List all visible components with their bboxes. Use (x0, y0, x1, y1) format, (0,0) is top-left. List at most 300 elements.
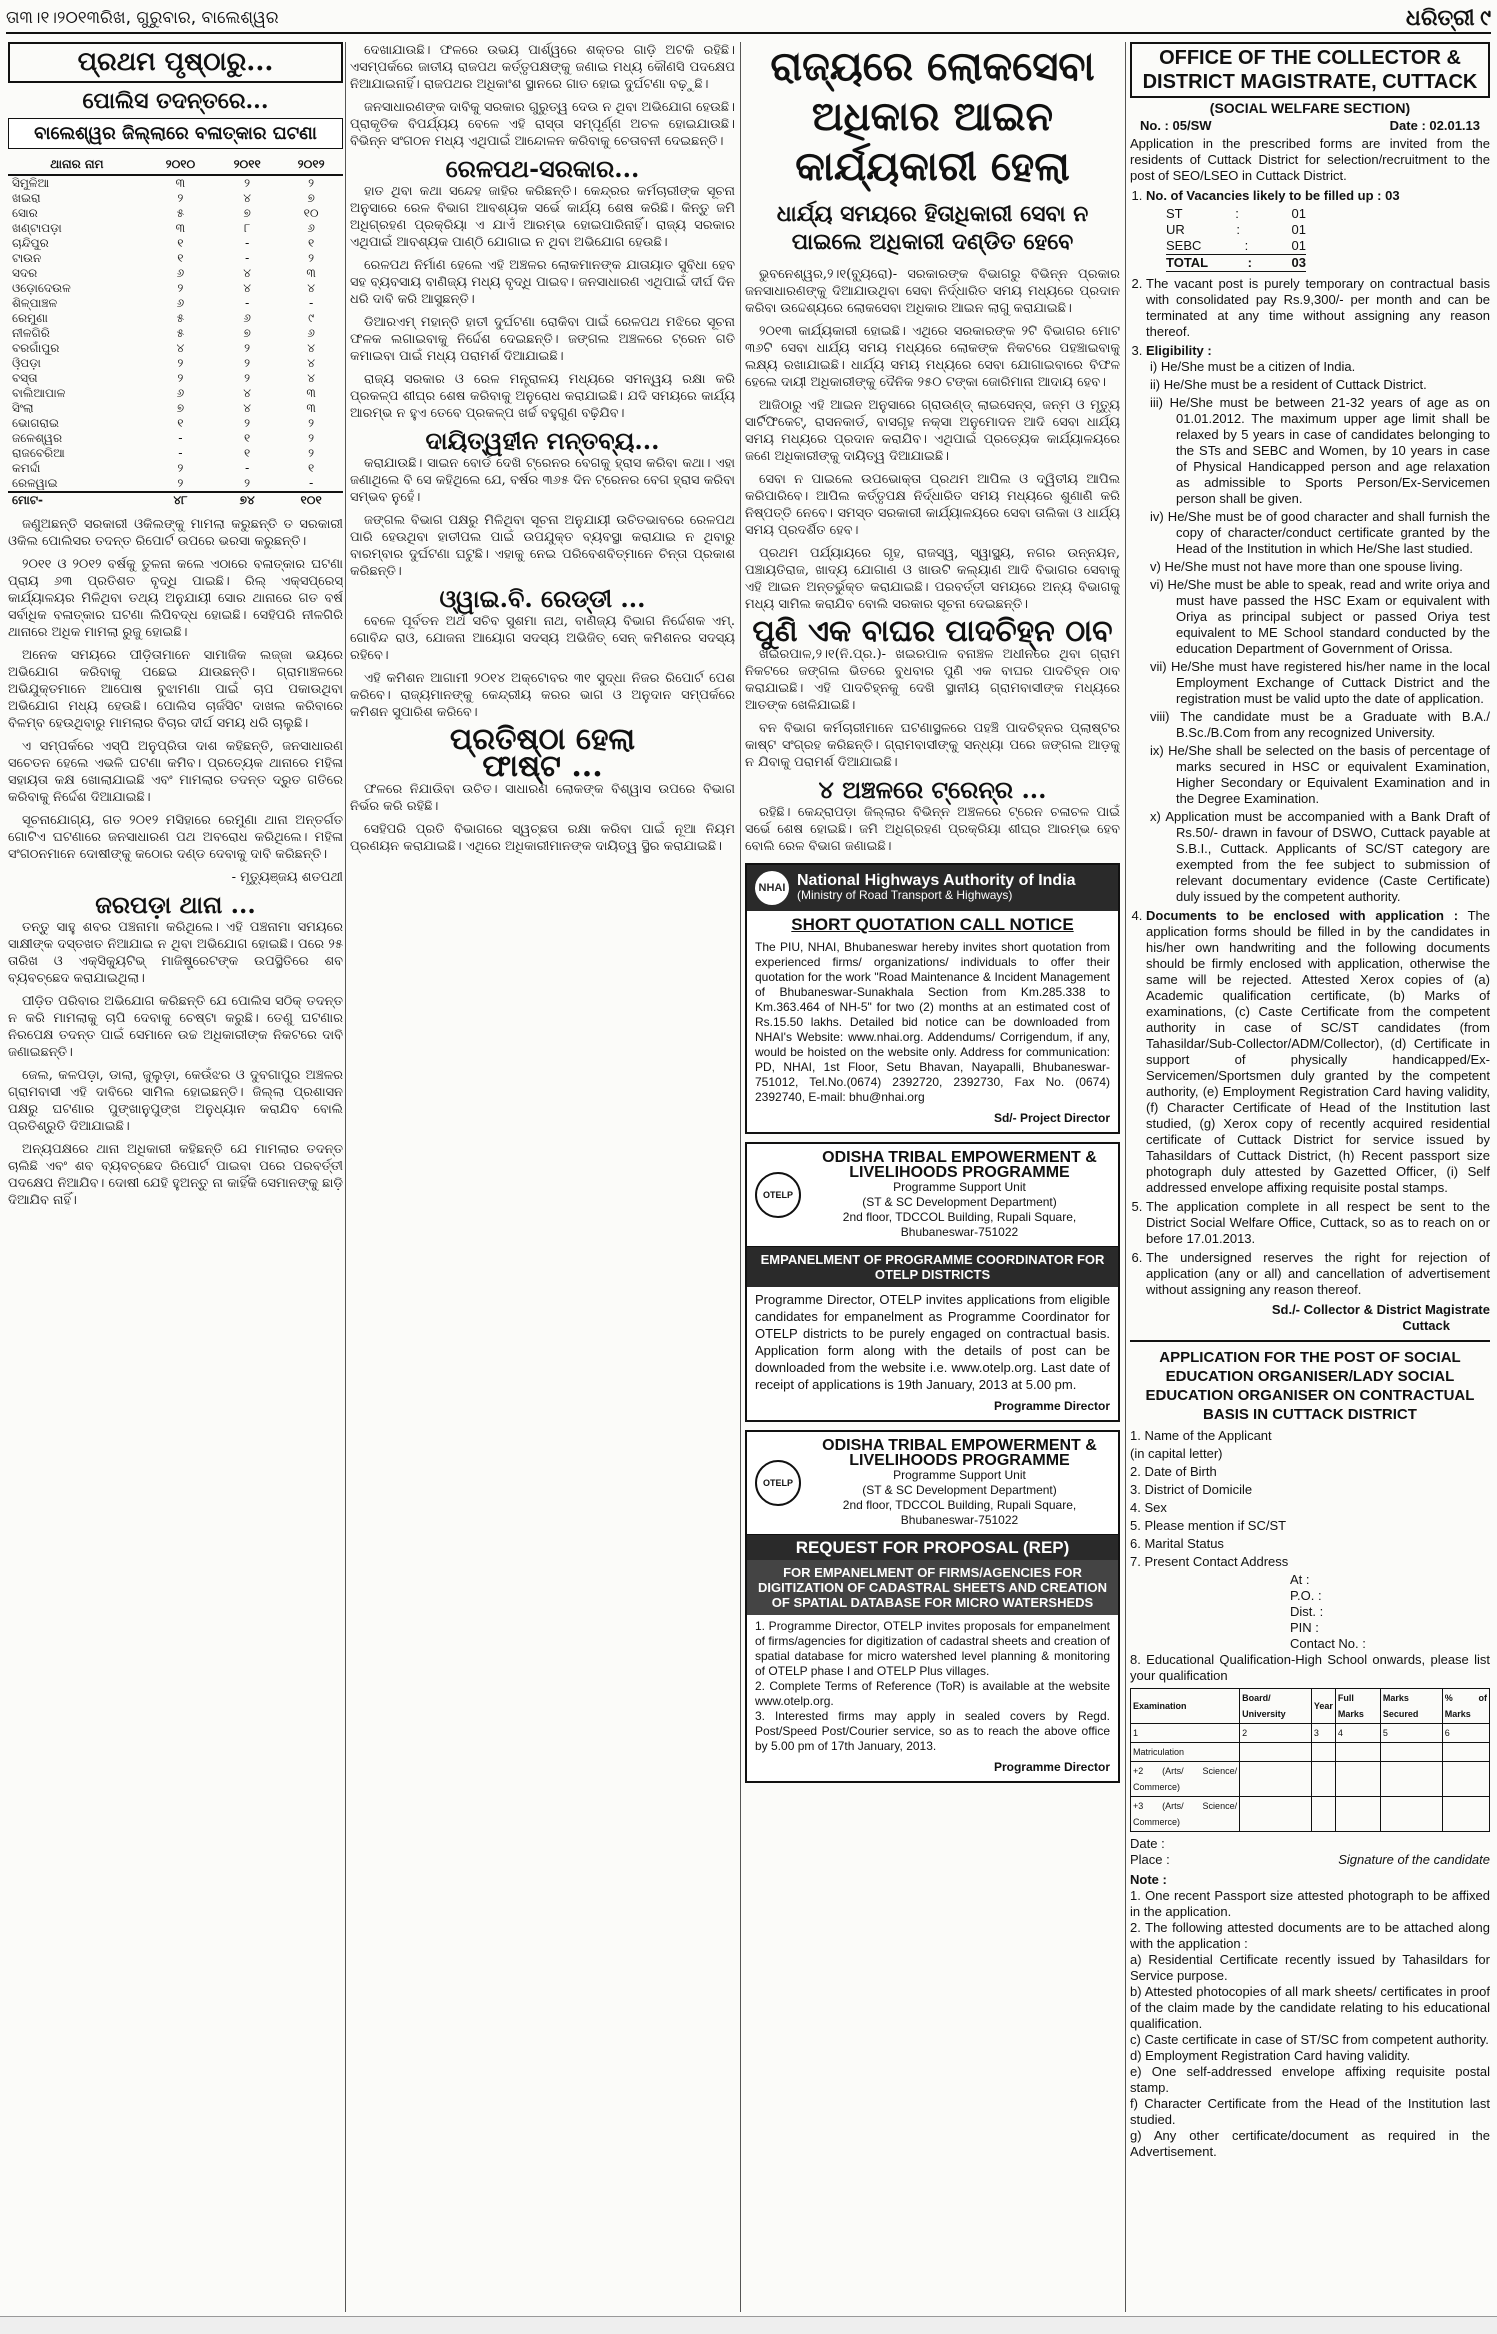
nhai-logo-icon: NHAI (755, 871, 789, 905)
otelp1-sub2: (ST & SC Development Department) (862, 1195, 1057, 1209)
table-cell: ୨ (244, 341, 251, 355)
table-cell: ୨ (244, 416, 251, 430)
jump-head-remark: ଦାୟିତ୍ୱହୀନ ମନ୍ତବ୍ୟ... (425, 426, 660, 455)
edu-num-cell: 6 (1442, 1724, 1489, 1743)
jump-head-fast-line1: ପ୍ରତିଷ୍ଠା ହେଲା (449, 722, 636, 757)
table-cell: ୭ (243, 206, 251, 220)
paragraph: ଦେଖାଯାଉଛି। ଫଳରେ ଉଭୟ ପାର୍ଶ୍ୱରେ ଶକ୍ତର ଗାଡ଼ି ଅଟକି ରହିଛି। ଏସମ୍ପର୍କରେ ଜାତୀୟ ରାଜପଥ କର୍ତ୍ତୃପକ୍ଷଙ୍କୁ ଜଣାଇ ମଧ୍ୟ କୌଣସି ପଦକ୍ଷେପ ନିଆଯାଇନାହିଁ। ରାଜପଥର ଅଧିକାଂଶ ସ୍ଥାନରେ ଗାତ ହୋଇ ଦୁର୍ଘଟଣା ବଢ଼ୁଛି। (350, 43, 735, 92)
table-cell: ୬ (307, 326, 315, 340)
table-row (8, 371, 343, 386)
table-cell: ୮ (244, 221, 251, 235)
vacancy-cell: 03 (1291, 255, 1306, 270)
table-cell: ୪ (243, 281, 251, 295)
table-row (8, 431, 343, 446)
paragraph: ଜଣୁଅଛନ୍ତି ସରକାରୀ ଓକିଲଙ୍କୁ ମାମଲା କରୁଛନ୍ତି ତ ସରକାରୀ ଓକିଲ ପୋଲିସର ତଦନ୍ତ ରିପୋର୍ଟ ଉପରେ ଭରସା କରୁଛନ୍ତି। (8, 517, 343, 549)
table-cell: ୭ (243, 326, 251, 340)
table-cell: ୪ (307, 341, 315, 355)
table-total-row (8, 492, 343, 508)
rfp-item: 1. Programme Director, OTELP invites proposals for empanelment of firms/agencies for digitization of cadastral sheets and creation of spatial database for micro watershed level planning & monitoring of OTELP phase I and OTELP Plus villages. (755, 1619, 1110, 1678)
table-header-cell: ୨୦୧୨ (279, 155, 343, 175)
vacancy-head: No. of Vacancies likely to be filled up : 03 (1146, 188, 1400, 203)
note-item: c) Caste certificate in case of ST/SC from competent authority. (1130, 2032, 1489, 2047)
table-cell: ରାଜବେରିଆ (12, 446, 65, 460)
table-cell: ୪ (243, 191, 251, 205)
edu-header-cell: Examination (1131, 1689, 1240, 1724)
note-item: 2. The following attested documents are to be attached along with the application : (1130, 1920, 1490, 1951)
table-cell: ଖଣ୍ଟାପଡ଼ା (12, 221, 62, 235)
form-field: 3. District of Domicile (1130, 1482, 1253, 1497)
table-cell: ୩ (175, 221, 186, 235)
table-cell: - (244, 251, 250, 265)
paragraph: ୨୦୧୩ କାର୍ଯ୍ୟକାରୀ ହୋଇଛି। ଏଥିରେ ସରକାରଙ୍କ ୨ଟି ବିଭାଗର ମୋଟ ୩୬ଟି ସେବା ଧାର୍ଯ୍ୟ ସମୟ ମଧ୍ୟରେ ଲୋକଙ୍କ ନିକଟରେ ପହଞ୍ଚାଇବାକୁ ଲକ୍ଷ୍ୟ ରଖାଯାଇଛି। ଧାର୍ଯ୍ୟ ସମୟ ମଧ୍ୟରେ ସେବା ଯୋଗାଇବାରେ ବିଫଳ ହେଲେ ଦାୟୀ ଅଧିକାରୀଙ୍କୁ ଦୈନିକ ୨୫୦ ଟଙ୍କା ଜୋରିମାନା ଆଦାୟ ହେବ। (745, 324, 1120, 390)
address-field: Dist. : (1290, 1604, 1324, 1619)
table-row (8, 281, 343, 296)
table-cell: ୫ (176, 326, 185, 340)
edu-row (1131, 1797, 1490, 1832)
paragraph: ପ୍ରଥମ ପର୍ଯ୍ୟାୟରେ ଗୃହ, ରାଜସ୍ୱ, ସ୍ୱାସ୍ଥ୍ୟ, ନଗର ଉନ୍ନୟନ, ପଞ୍ଚାୟତିରାଜ, ଖାଦ୍ୟ ଯୋଗାଣ ଓ ଖାଉଟି କଲ୍ୟାଣ ଆଦି ବିଭାଗର ସେବାକୁ ଏହି ଆଇନ ଅନ୍ତର୍ଭୁକ୍ତ କରାଯାଇଛି। ପରବର୍ତ୍ତୀ ସମୟରେ ଅନ୍ୟ ବିଭାଗକୁ ମଧ୍ୟ ସାମିଲ କରାଯିବ ବୋଲି ସରକାର ସୂଚନା ଦେଇଛନ୍ତି। (745, 546, 1120, 612)
column-1 (8, 42, 343, 2312)
table-cell: ୪୮ (146, 492, 215, 508)
lead-deck: ଧାର୍ଯ୍ୟ ସମୟରେ ହିତାଧିକାରୀ ସେବା ନ ପାଇଲେ ଅଧିକାରୀ ଦଣ୍ଡିତ ହେବେ (776, 201, 1089, 255)
address-field: PIN : (1290, 1620, 1319, 1635)
table-row (8, 206, 343, 221)
table-cell: ୩ (306, 266, 316, 280)
eligibility-item: i) He/She must be a citizen of India. (1150, 359, 1356, 374)
otelp-notice-2 (745, 1430, 1120, 1783)
paragraph: ସୂଚନାଯୋଗ୍ୟ, ଗତ ୨୦୧୨ ମସିହାରେ ରେମୁଣା ଥାନା ଅନ୍ତର୍ଗତ ଗୋଟିଏ ଘଟଣାରେ ଜନସାଧାରଣ ପଥ ଅବରୋଧ କରିଥିଲେ। ମହିଳା ସଂଗଠନମାନେ ଦୋଷୀଙ୍କୁ କଠୋର ଦଣ୍ଡ ଦେବାକୁ ଦାବି କରିଛନ୍ତି। (8, 813, 343, 862)
paragraph: ରେଳପଥ ନିର୍ମାଣ ହେଲେ ଏହି ଅଞ୍ଚଳର ଲୋକମାନଙ୍କ ଯାତାୟାତ ସୁବିଧା ହେବ ସହ ବ୍ୟବସାୟ ବାଣିଜ୍ୟ ମଧ୍ୟ ବୃଦ୍ଧି ପାଇବ। ଜନସାଧାରଣ ଏଥିପାଇଁ ଦୀର୍ଘ ଦିନ ଧରି ଦାବି କରି ଆସୁଛନ୍ତି। (350, 258, 735, 307)
story-body (350, 781, 735, 855)
edu-num-cell: 4 (1335, 1724, 1380, 1743)
table-cell: ୧ (308, 236, 315, 250)
table-cell: ସିଂଲା (12, 401, 34, 415)
otelp2-title: ODISHA TRIBAL EMPOWERMENT & LIVELIHOODS PROGRAMME (822, 1437, 1097, 1469)
otelp1-body: Programme Director, OTELP invites applications from eligible candidates for empanelment as Programme Coordinator for OTELP districts to be purely engaged on contractual basis. Application form along with the details of post can be downloaded from the website i.e. www.otelp.org. Last date of receipt of applications is 19th January, 2013 at 5.00 pm. (755, 1292, 1110, 1392)
table-row (8, 326, 343, 341)
table-row (8, 461, 343, 476)
table-cell: - (308, 296, 314, 310)
edu-header-cell: % of Marks (1442, 1689, 1489, 1724)
signature-label: Signature of the candidate (1338, 1852, 1490, 1867)
edu-num-cell: 5 (1380, 1724, 1442, 1743)
note-item: d) Employment Registration Card having validity. (1130, 2048, 1411, 2063)
story-jump-head: ପୋଲିସ ତଦନ୍ତରେ... (82, 88, 269, 114)
vacancy-cell: ST (1166, 206, 1183, 221)
table-cell: ୨ (177, 461, 184, 475)
table-row (8, 446, 343, 461)
table-row (8, 236, 343, 251)
story-body (350, 42, 735, 150)
table-cell: ୨ (177, 476, 184, 490)
table-cell: - (178, 446, 183, 460)
eligibility-item: ii) He/She must be a resident of Cuttack District. (1150, 377, 1427, 392)
otelp2-band1: REQUEST FOR PROPOSAL (REP) (747, 1535, 1118, 1560)
vacancy-list (1166, 206, 1490, 272)
vacancy-cell: 01 (1291, 206, 1306, 221)
table-cell: ଟାଉନ (12, 251, 42, 265)
item-rights: 6. The undersigned reserves the right for rejection of application (any or all) and cancellation of advertisement without assigning any reason thereof. (1146, 1250, 1490, 1298)
column-rule (345, 42, 346, 2312)
form-field: 4. Sex (1130, 1500, 1167, 1515)
table-cell: ଓ଼ିପଡ଼ା (12, 356, 41, 370)
eligibility-item: viii) The candidate must be a Graduate with B.A./ B.Sc./B.Com from any recognized University. (1150, 709, 1490, 740)
edu-row (1131, 1743, 1490, 1762)
table-cell: କମର୍ଦ୍ଦା (12, 461, 41, 475)
tiger-headline: ପୁଣି ଏକ ବାଘର ପାଦଚିହ୍ନ ଠାବ (752, 614, 1113, 649)
paragraph: ବନ ବିଭାଗ କର୍ମଚାରୀମାନେ ଘଟଣାସ୍ଥଳରେ ପହଞ୍ଚି ପାଦଚିହ୍ନର ପ୍ଲାଷ୍ଟର କାଷ୍ଟ ସଂଗ୍ରହ କରିଛନ୍ତି। ଗ୍ରାମବାସୀଙ୍କୁ ସନ୍ଧ୍ୟା ପରେ ଜଙ୍ଗଲ ଆଡ଼କୁ ନ ଯିବାକୁ ପରାମର୍ଶ ଦିଆଯାଇଛି। (745, 721, 1120, 770)
table-row (8, 416, 343, 431)
column-rule (740, 42, 741, 2312)
table-cell: ଚାନ୍ଦିପୁର (12, 236, 49, 250)
edu-empty-cell (1442, 1797, 1489, 1832)
eligibility-item: iii) He/She must be between 21-32 years of age as on 01.01.2012. The maximum upper age limit shall be relaxed by 5 years in case of candidates belonging to the STs and SEBC and Women, by 10 years in case of Physical Handicapped person and age relaxation as admissible to Sports Person/Ex-Servicemen person shall be given. (1150, 395, 1490, 506)
paragraph: ଡିଆରଏମ୍ ମହାନ୍ତି ହାତୀ ଦୁର୍ଘଟଣା ରୋକିବା ପାଇଁ ରେଳପଥ ମଝିରେ ସୂଚନା ଫଳକ ଲଗାଇବାକୁ ନିର୍ଦ୍ଦେଶ ଦେଇଛନ୍ତି। ଜଙ୍ଗଲ ଅଞ୍ଚଳରେ ଟ୍ରେନ ଗତି କମାଇବା ପାଇଁ ମଧ୍ୟ ପରାମର୍ଶ ଦିଆଯାଇଛି। (350, 315, 735, 364)
paragraph: ପୀଡ଼ିତ ପରିବାର ଅଭିଯୋଗ କରିଛନ୍ତି ଯେ ପୋଲିସ ସଠିକ୍ ତଦନ୍ତ ନ କରି ମାମଲାକୁ ଚାପି ଦେବାକୁ ଚେଷ୍ଟା କରୁଛି। ତେଣୁ ଘଟଣାର ନିରପେକ୍ଷ ତଦନ୍ତ ପାଇଁ ସେମାନେ ଉଚ୍ଚ ଅଧିକାରୀଙ୍କ ନିକଟରେ ଦାବି ଜଣାଇଛନ୍ତି। (8, 994, 343, 1060)
table-row (8, 175, 343, 191)
table-cell: ୬ (176, 266, 185, 280)
table-cell: - (244, 296, 250, 310)
column-3 (745, 42, 1120, 2312)
paragraph: ଖଇରପାଳ,୨।୧(ନି.ପ୍ର.)- ଖଇରପାଳ ବନାଞ୍ଚଳ ଅଧୀନରେ ଥିବା ଗ୍ରାମ ନିକଟରେ ଜଙ୍ଗଲ ଭିତରେ ବୁଧବାର ପୁଣି ଏକ ବାଘର ପାଦଚିହ୍ନ ଠାବ କରାଯାଇଛି। ଏହି ପାଦଚିହ୍ନକୁ ଦେଖି ସ୍ଥାନୀୟ ଗ୍ରାମବାସୀଙ୍କ ମଧ୍ୟରେ ଆତଙ୍କ ଖେଳିଯାଇଛି। (745, 647, 1120, 713)
paragraph: କରାଯାଉଛି। ସାଇନ ବୋର୍ଡ ଦେଖି ଟ୍ରେନର ବେଗକୁ ହ୍ରାସ କରିବା କଥା। ଏହା ଜଣାଥିଲେ ବି ସେ କହିଥିଲେ ଯେ, ବର୍ଷର ୩୬୫ ଦିନ ଟ୍ରେନର ବେଗ ହ୍ରାସ କରିବା ସମ୍ଭବ ନୁହେଁ। (350, 456, 735, 505)
vacancy-cell: SEBC (1166, 238, 1202, 253)
edu-empty-cell (1442, 1743, 1489, 1762)
edu-row (1131, 1762, 1490, 1797)
table-cell: ମୋଟ- (8, 492, 146, 508)
edu-empty-cell (1380, 1797, 1442, 1832)
note-item: b) Attested photocopies of all mark sheets/ certificates in proof of the claim made by the candidate relating to his educational qualification. (1130, 1984, 1490, 2031)
vacancy-cell: UR (1166, 222, 1185, 237)
edu-empty-cell (1380, 1743, 1442, 1762)
edu-exam-cell: +2 (Arts/ Science/ Commerce) (1131, 1762, 1240, 1797)
paragraph: ଅନେକ ସମୟରେ ପୀଡ଼ିତାମାନେ ସାମାଜିକ ଲଜ୍ଜା ଭୟରେ ଅଭିଯୋଗ କରିବାକୁ ପଛେଇ ଯାଉଛନ୍ତି। ଗ୍ରାମାଞ୍ଚଳରେ ଅଭିଯୁକ୍ତମାନେ ଆପୋଷ ବୁଝାମଣା ପାଇଁ ଚାପ ପକାଉଥିବା ଅଭିଯୋଗ ମଧ୍ୟ ହେଉଛି। ପୋଲିସ ଚାର୍ଜସିଟ ଦାଖଲ କରିବାରେ ବିଳମ୍ବ ହେଉଥିବାରୁ ମାମଲାର ବିଚାର ଦୀର୍ଘ ସମୟ ଧରି ଚାଲୁଛି। (8, 648, 343, 731)
table-row (8, 386, 343, 401)
jump-head-fast-line2: ଫାଷ୍ଟ ... (482, 749, 603, 784)
rfp-item: 2. Complete Terms of Reference (ToR) is available at the website www.otelp.org. (755, 1679, 1110, 1708)
table-cell: ୭ (176, 401, 185, 415)
table-cell: ୩ (306, 386, 316, 400)
train-headline: ୪ ଅଞ୍ଚଳରେ ଟ୍ରେନ୍‌ର ... (818, 775, 1047, 804)
edu-header-cell: Board/ University (1240, 1689, 1312, 1724)
table-cell: ୩ (306, 401, 316, 415)
otelp2-band2: FOR EMPANELMENT OF FIRMS/AGENCIES FOR DIGITIZATION OF CADASTRAL SHEETS AND CREATION OF SPATIAL DATABASE FOR MICRO WATERSHEDS (747, 1560, 1118, 1615)
otelp2-sub3: 2nd floor, TDCCOL Building, Rupali Square, Bhubaneswar-751022 (842, 1498, 1077, 1527)
table-cell: ଶିଳ୍ପାଞ୍ଚଳ (12, 296, 58, 310)
story-body (350, 613, 735, 721)
table-cell: ୨ (177, 191, 184, 205)
table-row (8, 221, 343, 236)
edu-empty-cell (1335, 1743, 1380, 1762)
eligibility-item: iv) He/She must be of good character and shall furnish the copy of character/conduct certificate granted by the Head of the Institution in which He/She last studied. (1150, 509, 1490, 556)
byline: - ମୃତ୍ୟୁଞ୍ଜୟ ଶତପଥୀ (231, 870, 343, 885)
table-row (8, 251, 343, 266)
vacancy-cell: : (1247, 255, 1252, 270)
table-cell: ୬ (176, 386, 185, 400)
vacancy-total (1166, 254, 1306, 272)
item-deadline: 5. The application complete in all respect be sent to the District Social Welfare Office, Cuttack, so as to reach on or before 17.01.2013. (1146, 1199, 1490, 1247)
section-title: (SOCIAL WELFARE SECTION) (1209, 100, 1411, 116)
nhai-banner (747, 865, 1118, 911)
paragraph: ଭୁବନେଶ୍ୱର,୨।୧(ବ୍ୟୁରୋ)- ସରକାରଙ୍କ ବିଭାଗରୁ ବିଭିନ୍ନ ପ୍ରକାର ଜନସାଧାରଣଙ୍କୁ ଦିଆଯାଉଥିବା ସେବା ନିର୍ଦ୍ଧାରିତ ସମୟ ମଧ୍ୟରେ ପ୍ରଦାନ କରିବା ଉଦ୍ଦେଶ୍ୟରେ ଲୋକସେବା ଅଧିକାର ଆଇନ ଲାଗୁ କରାଯାଇଛି। (745, 267, 1120, 316)
documents-text: The application forms should be filled in by the candidates in his/her own handwriting and the following documents should be firmly enclosed with application, otherwise the same will be rejected. Attested Xerox copies of (a) Academic qualification certificate, (b) Marks of examinations, (c) Caste Certificate from the competent authority in case of SC/ST candidates (from Tahasildar/Sub-Collector/ADM/Collector), (d) Certificate in support of physically handicapped/Ex-Servicemen/Sportsmen duly granted by the competent authority, (e) Employment Registration Card having validity, (f) Character Certificate of Head of the Institution last studied, (g) Xerox copy of recently acquired residential certificate of Cuttack District for service issued by Tahasildars of Cuttack District, (h) Recent passport size photograph duly attested by Gazetted Officer, (i) Self addressed envelope affixing requisite postal stamps. (1146, 908, 1490, 1195)
note-item: g) Any other certificate/document as required in the Advertisement. (1130, 2128, 1490, 2159)
table-cell: ୨ (244, 176, 251, 190)
table-cell: ନୀଳଗିରି (12, 326, 50, 340)
eligibility-list (1150, 359, 1490, 905)
table-cell: ରେଳୱାଇ (12, 476, 58, 490)
eligibility-head: Eligibility : (1146, 343, 1212, 358)
page-footer-bar (0, 2316, 1497, 2334)
address-fields (1290, 1572, 1490, 1652)
story-body (745, 646, 1120, 771)
date-field: Date : (1130, 1836, 1165, 1851)
page-header (6, 4, 1491, 34)
lead-headline: ରାଜ୍ୟରେ ଲୋକସେବା ଅଧିକାର ଆଇନ କାର୍ଯ୍ୟକାରୀ ହେଲା (770, 43, 1095, 190)
edu-empty-cell (1442, 1762, 1489, 1797)
collector-sign: Sd./- Collector & District Magistrate (1271, 1302, 1490, 1317)
collector-place: Cuttack (1402, 1318, 1450, 1333)
vacancy-row (1166, 206, 1306, 222)
otelp2-sign: Programme Director (993, 1760, 1110, 1774)
eligibility-item: vi) He/She must be able to speak, read and write oriya and must have passed the HSC Exam or equivalent with Oriya as principal subject or passed Oriya test equivalent to ME School standard conducted by the education Department of Government of Orissa. (1150, 577, 1490, 656)
table-row (8, 266, 343, 281)
otelp2-sub2: (ST & SC Development Department) (862, 1483, 1057, 1497)
story-body (745, 266, 1120, 613)
jump-head-jarpada: ଜରପଡ଼ା ଥାନା ... (95, 890, 256, 919)
paragraph: ଜଙ୍ଗଲ ବିଭାଗ ପକ୍ଷରୁ ମିଳିଥିବା ସୂଚନା ଅନୁଯାୟୀ ଉଚିତଭାବରେ ରେଳପଥ ପାରି ହେଉଥିବା ହାତୀପଲ ପାଇଁ ଉପଯୁକ୍ତ ବ୍ୟବସ୍ଥା କରାଯାଇ ନ ଥିବାରୁ ବାରମ୍ବାର ଦୁର୍ଘଟଣା ଘଟୁଛି। ଏହାକୁ ନେଇ ପରିବେଶବିତ୍‌ମାନେ ଚିନ୍ତା ପ୍ରକାଶ କରିଛନ୍ତି। (350, 513, 735, 579)
nhai-body: The PIU, NHAI, Bhubaneswar hereby invites short quotation from experienced firms/ organizations/ individuals to offer their quotation for the work "Road Maintenance & Incident Management of Bhubaneswar-Sunakhala Section from Km.285.338 to Km.363.464 of NH-5" for two (2) months at an estimated cost of Rs.15.50 lakhs. Detailed bid notice can be downloaded from NHAI's Website: www.nhai.org. Addendums/ Corrigendum, if any, would be hoisted on the website only. Address for communication: PD, NHAI, 1st Floor, Setu Bhavan, Nayapalli, Bhubaneswar-751012, Tel.No.(0674) 2392720, 2392730, Fax No. (0674) 2392740, E-mail: bhu@nhai.org (755, 940, 1110, 1104)
table-cell: ୪ (243, 266, 251, 280)
table-header-cell: ୨୦୧୦ (146, 155, 215, 175)
edu-num-cell: 1 (1131, 1724, 1240, 1743)
story-body (350, 183, 735, 422)
story-body (8, 919, 343, 1209)
nhai-sign: Sd/- Project Director (993, 1111, 1110, 1125)
edu-empty-cell (1311, 1743, 1335, 1762)
table-cell: ୨ (244, 476, 251, 490)
edu-empty-cell (1240, 1743, 1312, 1762)
otelp-emblem-icon: OTELP (755, 1460, 801, 1506)
note-head: Note : (1130, 1872, 1167, 1887)
eligibility-item: ix) He/She shall be selected on the basis of percentage of marks secured in HSC or equivalent Examination, Higher Secondary or Equivalent Examination and in the Degree Examination. (1150, 743, 1490, 806)
paragraph: ସେହିପରି ପ୍ରତି ବିଭାଗରେ ସ୍ୱଚ୍ଛତା ରକ୍ଷା କରିବା ପାଇଁ ନୂଆ ନିୟମ ପ୍ରଣୟନ କରାଯାଇଛି। ଏଥିରେ ଅଧିକାରୀମାନଙ୍କ ଦାୟିତ୍ୱ ସ୍ଥିର କରାଯାଇଛି। (350, 822, 735, 854)
table-cell: ବରଗାଁପୁର (12, 341, 60, 355)
dateline: ତା୩।୧।୨୦୧୩ରିଖ, ଗୁରୁବାର, ବାଲେଶ୍ୱର (6, 8, 279, 28)
table-row (8, 401, 343, 416)
nhai-title: SHORT QUOTATION CALL NOTICE (791, 915, 1074, 934)
paragraph: ହାତ ଥିବା କଥା ସନ୍ଦେହ ଜାହିର କରିଛନ୍ତି। କେନ୍ଦ୍ରର କର୍ମଚାରୀଙ୍କ ସୂଚନା ଅନୁସାରେ ରେଳ ବିଭାଗ ଆବଶ୍ୟକ ସର୍ଭେ କାର୍ଯ୍ୟ ଶେଷ କରିଛି। କିନ୍ତୁ ଜମି ଅଧିଗ୍ରହଣ ପ୍ରକ୍ରିୟା ଏ ଯାଏଁ ଆରମ୍ଭ ହୋଇପାରିନାହିଁ। ରାଜ୍ୟ ସରକାର ଏଥିପାଇଁ ଆବଶ୍ୟକ ପାଣ୍ଠି ଯୋଗାଇ ନ ଥିବା ଅଭିଯୋଗ ହେଉଛି। (350, 184, 735, 250)
vacancy-cell: TOTAL (1166, 255, 1209, 270)
application-form-title: APPLICATION FOR THE POST OF SOCIAL EDUCATION ORGANISER/LADY SOCIAL EDUCATION ORGANISER ON CONTRACTUAL BASIS IN CUTTACK DISTRICT (1130, 1340, 1490, 1424)
edu-empty-cell (1335, 1762, 1380, 1797)
vacancy-cell: 01 (1291, 238, 1306, 253)
otelp1-title: ODISHA TRIBAL EMPOWERMENT & LIVELIHOODS PROGRAMME (822, 1149, 1097, 1181)
table-cell: ବାଲିଆପାଳ (12, 386, 66, 400)
form-field: 7. Present Contact Address (1130, 1554, 1289, 1569)
form-field: (in capital letter) (1130, 1446, 1223, 1461)
table-cell: ୪ (307, 356, 315, 370)
jump-head-railway: ରେଳପଥ-ସରକାର... (445, 154, 640, 183)
otelp2-body (747, 1615, 1118, 1758)
edu-empty-cell (1311, 1797, 1335, 1832)
table-cell: ୧୦୧ (279, 492, 343, 508)
table-header-cell: ଥାନାର ନାମ (8, 155, 146, 175)
jump-head-reddy: ଓ୍ୱାଇ.ବି. ରେଡ୍ଡୀ ... (439, 584, 646, 613)
column-2 (350, 42, 735, 2312)
otelp-emblem-icon: OTELP (755, 1172, 801, 1218)
paragraph: ଆଜିଠାରୁ ଏହି ଆଇନ ଅନୁସାରେ ଗ୍ରାଉଣ୍ଡ୍ ଲାଇସେନ୍ସ, ଜନ୍ମ ଓ ମୃତ୍ୟୁ ସାର୍ଟିଫିକେଟ୍, ରାସନକାର୍ଡ, ବାସଗୃହ ନକ୍ସା ଅନୁମୋଦନ ଆଦି ସେବା ଧାର୍ଯ୍ୟ ସମୟ ମଧ୍ୟରେ ପ୍ରଦାନ କରାଯିବ। ଏଥିପାଇଁ ପ୍ରତ୍ୟେକ କାର୍ଯ୍ୟାଳୟରେ ଜଣେ ଅଧିକାରୀଙ୍କୁ ଦାୟିତ୍ୱ ଦିଆଯାଇଛି। (745, 398, 1120, 464)
otelp1-sub1: Programme Support Unit (893, 1180, 1026, 1194)
table-cell: ସଦର (12, 266, 38, 280)
vacancy-cell: : (1244, 238, 1249, 253)
edu-header-cell: Marks Secured (1380, 1689, 1442, 1724)
story-body (350, 455, 735, 580)
notice-intro: Application in the prescribed forms are invited from the residents of Cuttack District for selection/recruitment to the post of SEO/LSEO in Cuttack District. (1130, 136, 1490, 183)
paragraph: ଜେଲ, କଳପଡ଼ା, ଡାଲା, ଜୁଲୁଡ଼ା, କେଉଁଝର ଓ ଦୁବଗାପୁର ଅଞ୍ଚଳର ଗ୍ରାମବାସୀ ଏହି ଦାବିରେ ସାମିଲ ହୋଇଛନ୍ତି। ଜିଲ୍ଲା ପ୍ରଶାସନ ପକ୍ଷରୁ ଘଟଣାର ପୁଙ୍ଖାନୁପୁଙ୍ଖ ଅନୁଧ୍ୟାନ କରାଯିବ ବୋଲି ପ୍ରତିଶ୍ରୁତି ଦିଆଯାଇଛି। (8, 1068, 343, 1134)
vacancy-cell: : (1236, 222, 1240, 237)
edu-header-cell: Year (1311, 1689, 1335, 1724)
note-list (1130, 1888, 1490, 2160)
vacancy-cell: 01 (1291, 222, 1306, 237)
nhai-org: National Highways Authority of India (797, 872, 1076, 889)
table-cell: ୬ (307, 221, 315, 235)
table-cell: - (308, 476, 314, 490)
note-item: a) Residential Certificate recently issued by Tahasildars for Service purpose. (1130, 1952, 1490, 1983)
table-cell: ୧ (177, 416, 184, 430)
table-cell: ଭୋଗରାଇ (12, 416, 59, 430)
table-row (8, 191, 343, 206)
table-cell: ୨ (308, 446, 315, 460)
address-field: At : (1290, 1572, 1310, 1587)
vacancy-row (1166, 238, 1306, 254)
crime-table (8, 155, 343, 508)
masthead-brand: ଧରିତ୍ରୀ (1405, 5, 1475, 31)
edu-exam-cell: +3 (Arts/ Science/ Commerce) (1131, 1797, 1240, 1832)
eligibility-item: x) Application must be accompanied with a Bank Draft of Rs.50/- drawn in favour of DSWO, Cuttack payable at S.B.I., Cuttack. Applicants of SC/ST category are exempted from the fee subject to submission of relevant documentary evidence (Caste Certificate) duly issued by the competent authority. (1150, 809, 1490, 904)
nhai-org-sub: (Ministry of Road Transport & Highways) (797, 888, 1013, 902)
paragraph: ୨୦୧୧ ଓ ୨୦୧୨ ବର୍ଷକୁ ତୁଳନା କଲେ ଏଠାରେ ବଳାତ୍କାର ଘଟଣା ପ୍ରାୟ ୬୩ ପ୍ରତିଶତ ବୃଦ୍ଧି ପାଇଛି। ରିଲ୍ ଏକ୍ସପ୍ରେସ୍ କାର୍ଯ୍ୟାଳୟର ମିଳିଥିବା ତଥ୍ୟ ଅନୁଯାୟୀ ସୋର ଥାନାରେ ଗତ ବର୍ଷ ସର୍ବାଧିକ ବଳାତ୍କାର ଘଟଣା ଲିପିବଦ୍ଧ ହୋଇଛି। ସେହିପରି ନୀଳଗିରି ଥାନାରେ ଅଧିକ ମାମଲା ରୁଜୁ ହୋଇଛି। (8, 557, 343, 640)
table-cell: ୪ (176, 341, 185, 355)
eligibility-item: v) He/She must not have more than one spouse living. (1150, 559, 1463, 574)
ref-number: No. : 05/SW (1140, 118, 1212, 133)
office-title: OFFICE OF THE COLLECTOR & DISTRICT MAGISTRATE, CUTTACK (1130, 42, 1490, 98)
edu-num-cell: 2 (1240, 1724, 1312, 1743)
edu-num-cell: 3 (1311, 1724, 1335, 1743)
table-cell: ୧ (308, 461, 315, 475)
note-item: f) Character Certificate from the Head of the Institution last studied. (1130, 2096, 1490, 2127)
table-cell: ସୋର (12, 206, 38, 220)
paragraph: ବେଳେ ପୂର୍ବତନ ଅର୍ଥ ସଚିବ ସୁଶମା ନାଥ, ବାଣିଜ୍ୟ ବିଭାଗ ନିର୍ଦ୍ଦେଶକ ଏମ୍. ଗୋବିନ୍ଦ ରାଓ, ଯୋଜନା ଆୟୋଗ ସଦସ୍ୟ ଅଭିଜିତ୍ ସେନ୍ କମିଶନର ସଦସ୍ୟ ରହିବେ। (350, 614, 735, 663)
column-4-collector-notice (1130, 42, 1490, 2312)
form-field: 6. Marital Status (1130, 1536, 1224, 1551)
table-cell: ୬ (176, 296, 185, 310)
table-cell: ୨ (177, 371, 184, 385)
table-cell: ରେମୁଣା (12, 311, 48, 325)
form-field: 2. Date of Birth (1130, 1464, 1217, 1479)
table-cell: ବସ୍ତା (12, 371, 38, 385)
table-cell: ୨ (244, 356, 251, 370)
education-head: 8. Educational Qualification-High School onwards, please list your qualification (1130, 1652, 1490, 1683)
table-cell: ୪ (307, 281, 315, 295)
otelp1-sign: Programme Director (993, 1399, 1110, 1413)
documents-head: Documents to be enclosed with application : (1146, 908, 1459, 923)
table-cell: ୫ (176, 206, 185, 220)
table-cell: - (178, 431, 183, 445)
application-form-fields (1130, 1428, 1490, 1570)
rfp-item: 3. Interested firms may apply in sealed covers by Regd. Post/Speed Post/Courier service, so as to reach the above office by 5.00 pm of 17th January, 2013. (755, 1709, 1110, 1753)
table-cell: ୨ (308, 251, 315, 265)
form-field: 5. Please mention if SC/ST (1130, 1518, 1287, 1533)
otelp1-sub3: 2nd floor, TDCCOL Building, Rupali Square, Bhubaneswar-751022 (842, 1210, 1077, 1239)
table-row (8, 341, 343, 356)
table-cell: ୨ (308, 416, 315, 430)
table-cell: ୧ (244, 431, 251, 445)
table-cell: ୨ (177, 356, 184, 370)
paragraph: ଏହି କମିଶନ ଆଗାମୀ ୨୦୧୪ ଅକ୍ଟୋବର ୩୧ ସୁଦ୍ଧା ନିଜର ରିପୋର୍ଟ ପେଶ କରିବେ। ରାଜ୍ୟମାନଙ୍କୁ କେନ୍ଦ୍ରୀୟ କରର ଭାଗ ଓ ଅନୁଦାନ ସମ୍ପର୍କରେ କମିଶନ ସୁପାରିଶ କରିବେ। (350, 671, 735, 720)
table-cell: ଜଳେଶ୍ୱର (12, 431, 63, 445)
vacancy-row (1166, 222, 1306, 238)
front-page-continued-box: ପ୍ରଥମ ପୃଷ୍ଠାରୁ... (8, 42, 343, 83)
table-cell: ୯ (308, 311, 315, 325)
table-row (8, 356, 343, 371)
paragraph: ରହିଛି। କେନ୍ଦ୍ରାପଡ଼ା ଜିଲ୍ଲାର ବିଭିନ୍ନ ଅଞ୍ଚଳରେ ଟ୍ରେନ ଚଳାଚଳ ପାଇଁ ସର୍ଭେ ଶେଷ ହୋଇଛି। ଜମି ଅଧିଗ୍ରହଣ ପ୍ରକ୍ରିୟା ଶୀଘ୍ର ଆରମ୍ଭ ହେବ ବୋଲି ରେଳ ବିଭାଗ ଜଣାଇଛି। (745, 805, 1120, 854)
table-row (8, 311, 343, 326)
table-cell: ୧୦ (303, 206, 319, 220)
otelp2-sub1: Programme Support Unit (893, 1468, 1026, 1482)
table-cell: - (244, 236, 250, 250)
note-item: e) One self-addressed envelope affixing requisite postal stamp. (1130, 2064, 1490, 2095)
table-cell: ୨ (308, 431, 315, 445)
address-field: Contact No. : (1290, 1636, 1366, 1651)
table-cell: - (244, 461, 250, 475)
table-cell: ୭୪ (215, 492, 279, 508)
table-cell: ୧ (244, 446, 251, 460)
edu-empty-cell (1240, 1762, 1312, 1797)
edu-header-cell: Full Marks (1335, 1689, 1380, 1724)
paragraph: ସେବା ନ ପାଇଲେ ଉପଭୋକ୍ତା ପ୍ରଥମ ଆପିଲ ଓ ଦ୍ୱିତୀୟ ଆପିଲ କରିପାରିବେ। ଆପିଲ କର୍ତ୍ତୃପକ୍ଷ ନିର୍ଦ୍ଧାରିତ ସମୟ ମଧ୍ୟରେ ଶୁଣାଣି କରି ନିଷ୍ପତ୍ତି ନେବେ। ସମସ୍ତ ସରକାରୀ କାର୍ଯ୍ୟାଳୟରେ ସେବା ତାଲିକା ଓ ଧାର୍ଯ୍ୟ ସମୟ ପ୍ରଦର୍ଶିତ ହେବ। (745, 472, 1120, 538)
table-cell: ୨ (308, 176, 315, 190)
table-cell: ୨ (177, 281, 184, 295)
table-cell: ୧ (177, 251, 184, 265)
table-title: ବାଲେଶ୍ୱର ଜିଲ୍ଲାରେ ବଳାତ୍କାର ଘଟଣା (8, 118, 343, 149)
paragraph: ଏ ସମ୍ପର୍କରେ ଏସ୍‌ପି ଅନୁପ୍ରିତା ଦାଶ କହିଛନ୍ତି, ଜନସାଧାରଣ ସଚେତନ ହେଲେ ଏଭଳି ଘଟଣା କମିବ। ପ୍ରତ୍ୟେକ ଥାନାରେ ମହିଳା ସହାୟତା କକ୍ଷ ଖୋଲାଯାଇଛି ଏବଂ ମାମଲାର ତଦନ୍ତ ଦ୍ରୁତ ଗତିରେ କରିବାକୁ ନିର୍ଦ୍ଦେଶ ଦିଆଯାଇଛି। (8, 739, 343, 805)
paragraph: ରାଜ୍ୟ ସରକାର ଓ ରେଳ ମନ୍ତ୍ରାଳୟ ମଧ୍ୟରେ ସମନ୍ୱୟ ରକ୍ଷା କରି ପ୍ରକଳ୍ପ ଶୀଘ୍ର ଶେଷ କରିବାକୁ ଅନୁରୋଧ କରାଯାଇଛି। ଯଦି ସମୟରେ କାର୍ଯ୍ୟ ଆରମ୍ଭ ନ ହୁଏ ତେବେ ପ୍ରକଳ୍ପ ଖର୍ଚ୍ଚ ବହୁଗୁଣ ବଢ଼ିଯିବ। (350, 372, 735, 421)
table-cell: ୪ (243, 386, 251, 400)
table-cell: ୧ (177, 236, 184, 250)
eligibility-item: vii) He/She must have registered his/her name in the local Employment Exchange of Cuttack District and the registration must be valid upto the date of application. (1150, 659, 1490, 706)
story-body (745, 804, 1120, 855)
paragraph: ତନ୍ତୁ ସାହୁ ଶବର ପଞ୍ଚନାମା କରିଥିଲେ। ଏହି ପଞ୍ଚନାମା ସମୟରେ ସାକ୍ଷୀଙ୍କ ଦସ୍ତଖତ ନିଆଯାଇ ନ ଥିବା ଅଭିଯୋଗ ହୋଇଛି। ପରେ ୨୫ ତାରିଖ ଓ ଏକ୍ସିକ୍ୟୁଟିଭ୍ ମାଜିଷ୍ଟ୍ରେଟଙ୍କ ଉପସ୍ଥିତିରେ ଶବ ବ୍ୟବଚ୍ଛେଦ କରାଯାଇଥିଲା। (8, 920, 343, 986)
table-header-cell: ୨୦୧୧ (215, 155, 279, 175)
table-cell: ଓଡ଼ୋଦେଉଳ (12, 281, 71, 295)
table-cell: ୪ (243, 401, 251, 415)
table-cell: ୫ (176, 311, 185, 325)
table-cell: ଖଇରା (12, 191, 41, 205)
edu-empty-cell (1311, 1762, 1335, 1797)
table-cell: ୩ (175, 176, 186, 190)
form-field: 1. Name of the Applicant (1130, 1428, 1272, 1443)
place-field: Place : (1130, 1852, 1170, 1867)
education-table (1130, 1688, 1490, 1832)
paragraph: ଫଳରେ ନିଯାଉିବା ଉଚିତ। ସାଧାରଣ ଲୋକଙ୍କ ବିଶ୍ୱାସ ଉପରେ ବିଭାଗ ନିର୍ଭର କରି ରହିଛି। (350, 782, 735, 814)
edu-empty-cell (1335, 1797, 1380, 1832)
table-cell: ୬ (243, 311, 251, 325)
otelp1-band: EMPANELMENT OF PROGRAMME COORDINATOR FOR OTELP DISTRICTS (747, 1247, 1118, 1287)
nhai-notice (745, 863, 1120, 1134)
paragraph: ଜନସାଧାରଣଙ୍କ ଦାବିକୁ ସରକାର ଗୁରୁତ୍ୱ ଦେଉ ନ ଥିବା ଅଭିଯୋଗ ହେଉଛି। ପ୍ରାକୃତିକ ବିପର୍ଯ୍ୟୟ ବେଳେ ଏହି ରାସ୍ତା ସମ୍ପୂର୍ଣ୍ଣ ଅଚଳ ହୋଇଯାଉଛି। ବିଭିନ୍ନ ସଂଗଠନ ମଧ୍ୟ ଏଥିପାଇଁ ଆନ୍ଦୋଳନ କରିବାକୁ ଚେତାବନୀ ଦେଇଛନ୍ତି। (350, 100, 735, 149)
table-cell: ୭ (307, 191, 315, 205)
edu-empty-cell (1240, 1797, 1312, 1832)
